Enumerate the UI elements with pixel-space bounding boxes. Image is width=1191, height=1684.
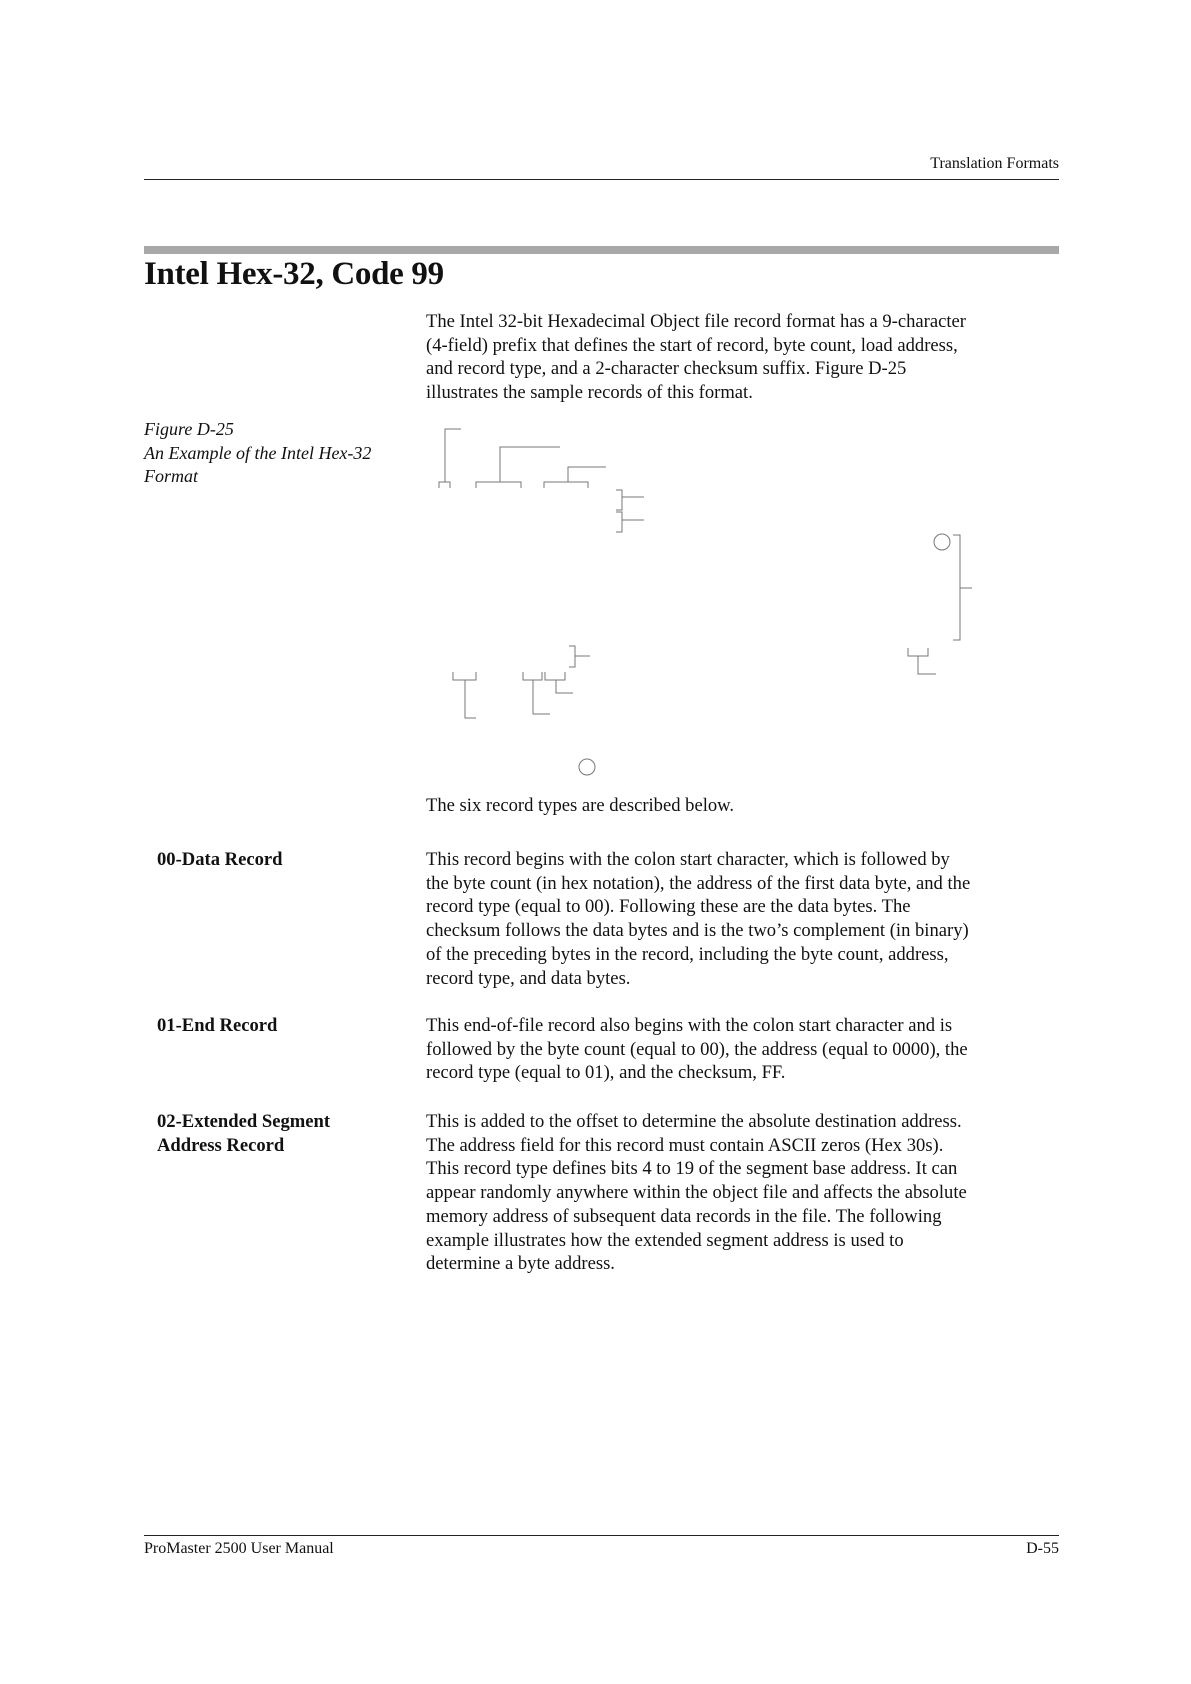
text-line: and record type, and a 2-character checksum suffix. Figure D-25 [426, 358, 907, 380]
text-line: record type (equal to 00). Following these are the data bytes. The [426, 896, 911, 918]
record-label-00 [157, 848, 282, 872]
text-line: record type, and data bytes. [426, 967, 631, 989]
record-text-00 [426, 848, 970, 990]
text-line: This is added to the offset to determine the absolute destination address. [426, 1111, 962, 1132]
record-label-02 [157, 1110, 330, 1157]
bracket-end-start [453, 672, 476, 718]
text-line: of the preceding bytes in the record, including the byte count, address, [426, 943, 949, 965]
record-text-01 [426, 1014, 968, 1085]
text-line: determine a byte address. [426, 1253, 615, 1275]
text-line: This record begins with the colon start character, which is followed by [426, 849, 950, 870]
record-text-02 [426, 1110, 967, 1276]
bracket-end-address [545, 672, 573, 693]
label-line: 02-Extended Segment [157, 1111, 331, 1132]
page-number: D-55 [1026, 1540, 1059, 1557]
text-line: record type (equal to 01), and the checksum, FF. [426, 1062, 786, 1084]
figure-number: Figure D-25 [144, 419, 234, 439]
label-line: Address Record [157, 1134, 285, 1156]
text-line: memory address of subsequent data records in the file. The following [426, 1205, 942, 1227]
footer-rule [144, 1535, 1059, 1536]
text-line: The Intel 32-bit Hexadecimal Object file record format has a 9-character [426, 311, 966, 332]
bracket-type-2 [616, 512, 644, 532]
text-line: The address field for this record must contain ASCII zeros (Hex 30s). [426, 1134, 944, 1156]
bracket-start [439, 429, 461, 488]
caption-line: An Example of the Intel Hex-32 [144, 442, 372, 463]
record-label-01 [157, 1014, 277, 1038]
running-header: Translation Formats [930, 155, 1059, 172]
records-intro: The six record types are described below. [426, 795, 735, 816]
footer-manual: ProMaster 2500 User Manual [144, 1540, 334, 1557]
text-line: checksum follows the data bytes and is the two’s complement (in binary) [426, 920, 969, 942]
label-line: 00-Data Record [157, 849, 283, 870]
bracket-type [616, 490, 644, 510]
bracket-end [569, 646, 590, 667]
caption-line: Format [144, 466, 198, 487]
circle-marker [934, 534, 950, 550]
text-line: This record type defines bits 4 to 19 of the segment base address. It can [426, 1158, 958, 1180]
text-line: the byte count (in hex notation), the address of the first data byte, and the [426, 872, 971, 894]
circle-marker [579, 759, 595, 775]
bracket-checksum [908, 648, 936, 674]
text-line: example illustrates how the extended segment address is used to [426, 1229, 904, 1251]
label-line: 01-End Record [157, 1015, 278, 1036]
text-line: This end-of-file record also begins with the colon start character and is [426, 1015, 953, 1036]
bracket-data [953, 535, 972, 640]
bracket-end-count [523, 672, 550, 714]
bracket-address [544, 467, 606, 488]
text-line: appear randomly anywhere within the object file and affects the absolute [426, 1182, 967, 1204]
page-title: Intel Hex-32, Code 99 [144, 256, 444, 292]
text-line: illustrates the sample records of this format. [426, 382, 753, 404]
text-line: followed by the byte count (equal to 00), the address (equal to 0000), the [426, 1038, 968, 1060]
text-line: (4-field) prefix that defines the start of record, byte count, load address, [426, 334, 958, 356]
